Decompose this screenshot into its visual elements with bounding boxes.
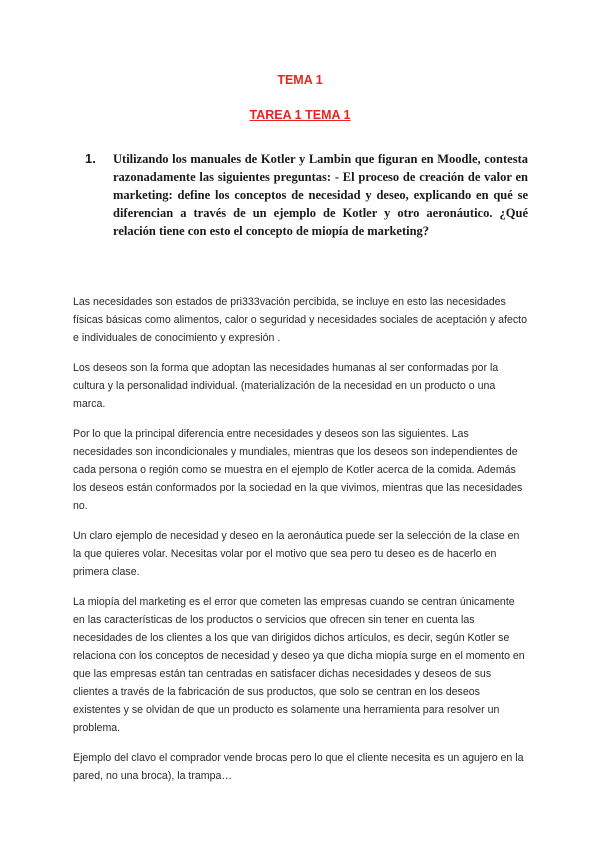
question-number: 1. [85,151,96,166]
question-item [85,150,528,240]
page-title: TEMA 1 [277,73,323,87]
answer-paragraph: Los deseos son la forma que adoptan las necesidades humanas al ser conformadas por la cultura y la personalidad individual. (materialización de la necesidad en un producto o una marca. [73,362,499,410]
answer-paragraph: Las necesidades son estados de pri333vación percibida, se incluye en esto las necesidades físicas básicas como alimentos, calor o seguridad y necesidades sociales de aceptación y afecto e individuales de conocimiento y expresión . [73,296,528,344]
answer-paragraph: Ejemplo del clavo el comprador vende brocas pero lo que el cliente necesita es un agujero en la pared, no una broca), la trampa… [73,752,524,782]
answer-body [73,293,528,797]
answer-paragraph: Un claro ejemplo de necesidad y deseo en la aeronáutica puede ser la selección de la clase en la que quieres volar. Necesitas volar por el motivo que sea pero tu deseo es de hacerlo en primera clase. [73,530,520,578]
answer-paragraph: La miopía del marketing es el error que cometen las empresas cuando se centran únicamente en las características de los productos o servicios que ofrecen sin tener en cuenta las necesidades de los clientes a los que van dirigidos dichos artículos, es decir, según Kotler se relaciona con los conceptos de necesidad y deseo ya que dicha miopía surge en el momento en que las empresas están tan centradas en satisfacer dichas necesidades y deseos de sus clientes a través de la fabricación de sus productos, que solo se centran en los deseos existentes y se olvidan de que un producto es solamente una herramienta para resolver un problema. [73,596,525,734]
page-subtitle: TAREA 1 TEMA 1 [249,108,351,122]
answer-paragraph: Por lo que la principal diferencia entre necesidades y deseos son las siguientes. Las necesidades son incondicionales y mundiales, mientras que los deseos son independientes de cada persona o región como se muestra en el ejemplo de Kotler acerca de la comida. Además los deseos están conformados por la sociedad en la que vivimos, mientras que las necesidades no. [73,428,523,512]
question-text: Utilizando los manuales de Kotler y Lambin que figuran en Moodle, contesta razonadamente las siguientes preguntas: - El proceso de creación de valor en marketing: define los conceptos de necesidad y deseo, explicando en qué se diferencian a través de un ejemplo de Kotler y otro aeronáutico. ¿Qué relación tiene con esto el concepto de miopía de marketing? [113,152,528,238]
